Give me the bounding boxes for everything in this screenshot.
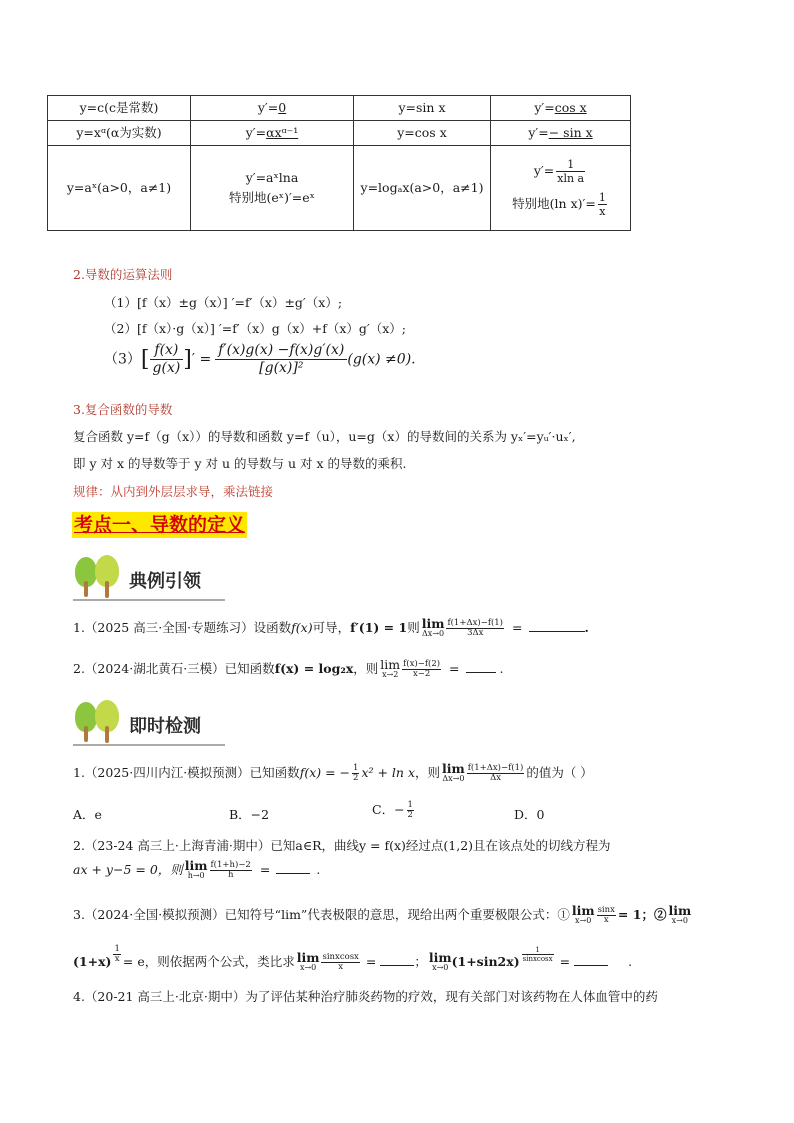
question-text: ax + y−5 = 0，则 bbox=[73, 862, 183, 877]
cell-answer: αxᵅ⁻¹ bbox=[266, 125, 299, 140]
option-label: C．− bbox=[372, 802, 405, 817]
fraction-numerator: f(x) bbox=[150, 342, 184, 360]
cell-text: y′= bbox=[245, 125, 267, 140]
cell-text: y=xᵅ(α为实数) bbox=[76, 125, 162, 140]
topic-heading: 考点一、导数的定义 bbox=[74, 514, 246, 536]
table-cell bbox=[48, 96, 191, 121]
question-text: ，则 bbox=[353, 661, 379, 676]
lim-subscript: h→0 bbox=[187, 870, 205, 880]
section-banner-examples bbox=[73, 555, 225, 601]
equals-sign: = bbox=[259, 862, 271, 877]
question-text: 1.（2025·四川内江·模拟预测）已知函数 bbox=[73, 765, 300, 780]
period: . bbox=[628, 954, 633, 970]
cell-text: y′= bbox=[528, 125, 549, 140]
fraction-numerator: sinx bbox=[597, 905, 615, 915]
section-banner-checks bbox=[73, 700, 225, 746]
fraction-denominator: sinxcosx bbox=[522, 955, 553, 963]
period: . bbox=[316, 862, 321, 877]
answer-blank[interactable] bbox=[466, 660, 496, 673]
table-cell bbox=[354, 146, 491, 231]
derivative-formula-table bbox=[47, 95, 631, 231]
period: . bbox=[584, 620, 589, 635]
answer-blank[interactable] bbox=[574, 953, 608, 966]
math-text: f(x) = log₂x bbox=[274, 661, 354, 676]
lim-subscript: x→0 bbox=[299, 962, 317, 972]
math-text: f(x) bbox=[291, 620, 313, 635]
fraction-numerator: 1 bbox=[598, 191, 606, 204]
fraction-numerator: f(x)−f(2) bbox=[403, 659, 441, 669]
question-text: = e，则依据两个公式，类比求 bbox=[122, 954, 295, 970]
table-cell bbox=[491, 96, 631, 121]
fraction-denominator: Δx bbox=[490, 773, 501, 783]
lim-subscript: Δx→0 bbox=[442, 773, 465, 783]
rule-line: （2）[f（x）·g（x）] ′=f′（x）g（x）+f（x）g′（x）; bbox=[104, 321, 407, 336]
cell-line: 特别地(eˣ)′=eˣ bbox=[229, 190, 315, 205]
fraction-denominator: x bbox=[338, 962, 344, 973]
question-text: 2.（2024·湖北黄石·三模）已知函数 bbox=[73, 661, 275, 676]
cell-answer: 0 bbox=[278, 100, 287, 115]
cell-text: y=c(c是常数) bbox=[79, 100, 159, 115]
fraction-numerator: f(1+Δx)−f(1) bbox=[447, 618, 504, 628]
rule-number: （3） bbox=[104, 351, 141, 368]
table-cell bbox=[354, 121, 491, 146]
fraction-denominator: xln a bbox=[557, 172, 585, 185]
fraction-numerator: sinxcosx bbox=[322, 952, 359, 963]
cell-text: y=sin x bbox=[398, 100, 446, 115]
table-cell bbox=[491, 121, 631, 146]
period: . bbox=[499, 661, 504, 676]
question-text: ，则 bbox=[415, 765, 441, 780]
check-question-3-line-1 bbox=[73, 902, 692, 926]
option-c[interactable] bbox=[372, 800, 416, 820]
example-question-2 bbox=[73, 656, 504, 680]
cell-answer: − sin x bbox=[548, 125, 593, 140]
lim-operator: lim bbox=[442, 760, 465, 776]
section-heading: 2.导数的运算法则 bbox=[73, 267, 173, 282]
fraction-numerator: 1 bbox=[114, 944, 120, 954]
cell-text: y=cos x bbox=[397, 125, 447, 140]
equals-sign: = bbox=[365, 954, 377, 970]
option-b[interactable]: B．−2 bbox=[229, 807, 270, 822]
banner-title: 即时检测 bbox=[129, 716, 201, 737]
fraction-denominator: x bbox=[114, 954, 120, 964]
question-text: 可导， bbox=[312, 620, 351, 635]
lim-subscript: x→2 bbox=[382, 669, 399, 679]
table-cell bbox=[191, 96, 354, 121]
table-cell bbox=[354, 96, 491, 121]
check-question-2-line-2 bbox=[73, 857, 321, 881]
equals-sign: = bbox=[559, 954, 571, 970]
lim-subscript: x→0 bbox=[432, 962, 449, 972]
fraction-numerator: f(1+Δx)−f(1) bbox=[467, 763, 524, 773]
math-text: (1+sin2x) bbox=[451, 954, 520, 970]
table-cell bbox=[48, 121, 191, 146]
question-text: 1.（2025 高三·全国·专题练习）设函数 bbox=[73, 620, 292, 635]
check-question-4-line-1: 4.（20-21 高三上·北京·期中）为了评估某种治疗肺炎药物的疗效，现有关部门对该药物在人体血管中的药 bbox=[73, 989, 658, 1004]
equals-sign: ′ = bbox=[191, 351, 212, 368]
check-question-1 bbox=[73, 760, 593, 784]
lim-operator: lim bbox=[184, 857, 208, 873]
fraction-denominator: 2 bbox=[407, 810, 413, 820]
cell-text: y′= bbox=[533, 163, 555, 178]
quotient-rule: （3）[ $\frac{f(x)}{g(x)}$ ]′ = $\frac{f'(x)g(x) -f(x)g'(x)}{\text{[g(x)]²}}$ (g(x) ≠0). bbox=[104, 342, 416, 376]
lim-subscript: x→0 bbox=[671, 915, 688, 925]
fraction-numerator: 1 bbox=[407, 800, 413, 810]
fraction-denominator: x−2 bbox=[412, 669, 431, 679]
banner-underline bbox=[73, 599, 225, 601]
answer-blank[interactable] bbox=[380, 953, 414, 966]
math-text: (1+x) bbox=[73, 954, 112, 970]
cell-text: y=logₐx(a>0，a≠1) bbox=[360, 180, 484, 195]
math-text: x² + ln x bbox=[361, 765, 415, 780]
answer-blank[interactable] bbox=[276, 861, 310, 874]
cell-answer: cos x bbox=[554, 100, 587, 115]
lim-operator: lim bbox=[428, 949, 452, 965]
fraction-denominator: 3Δx bbox=[467, 628, 484, 638]
lim-operator: lim bbox=[421, 615, 445, 631]
cell-text: 特别地(ln x)′= bbox=[512, 196, 596, 211]
fraction-denominator: x bbox=[599, 205, 606, 218]
math-text: f(x) = − bbox=[299, 765, 351, 780]
banner-underline bbox=[73, 744, 225, 746]
fraction-numerator: 1 bbox=[556, 158, 585, 172]
paragraph-line: 复合函数 y=f（g（x））的导数和函数 y=f（u），u=g（x）的导数间的关系为 yₓ′=yᵤ′·uₓ′, bbox=[73, 429, 576, 444]
lim-operator: lim bbox=[668, 902, 692, 918]
option-d[interactable]: D．0 bbox=[514, 807, 545, 822]
condition-text: (g(x) ≠0). bbox=[347, 351, 416, 368]
answer-blank[interactable] bbox=[529, 619, 585, 632]
cell-line: y′=aˣlna bbox=[245, 170, 299, 185]
section-heading: 3.复合函数的导数 bbox=[73, 402, 173, 417]
fraction-denominator: [g(x)]² bbox=[259, 360, 304, 376]
cell-text: y=aˣ(a>0，a≠1) bbox=[66, 180, 172, 195]
fraction-numerator: 1 bbox=[522, 946, 554, 955]
question-text: 的值为（ ） bbox=[526, 765, 593, 780]
lim-subscript: x→0 bbox=[575, 915, 592, 925]
math-text: f′(1) = 1 bbox=[350, 620, 408, 635]
check-question-3-line-2 bbox=[73, 945, 632, 973]
cell-line bbox=[493, 191, 628, 218]
banner-title: 典例引领 bbox=[129, 571, 201, 592]
question-text: 则 bbox=[407, 620, 420, 635]
check-question-2-line-1: 2.（23-24 高三上·上海青浦·期中）已知a∈R，曲线y = f(x)经过点(1,2)且在该点处的切线方程为 bbox=[73, 838, 611, 853]
rule-note: 规律：从内到外层层求导，乘法链接 bbox=[73, 484, 274, 499]
table-row bbox=[48, 96, 631, 121]
table-cell bbox=[191, 121, 354, 146]
example-question-1 bbox=[73, 615, 589, 639]
cell-text: y′= bbox=[257, 100, 279, 115]
fraction-denominator: x bbox=[603, 915, 609, 925]
lim-operator: lim bbox=[571, 902, 595, 918]
fraction-numerator: 1 bbox=[353, 763, 359, 773]
cell-line bbox=[493, 158, 628, 185]
equals-sign: = bbox=[449, 661, 460, 676]
fraction-denominator: h bbox=[227, 870, 234, 880]
table-cell bbox=[491, 146, 631, 231]
equation-text: = 1；② bbox=[617, 907, 667, 922]
fraction-denominator: 2 bbox=[353, 773, 359, 783]
paragraph-line: 即 y 对 x 的导数等于 y 对 u 的导数与 u 对 x 的导数的乘积. bbox=[73, 456, 407, 471]
lim-subscript: Δx→0 bbox=[422, 628, 445, 638]
separator: ； bbox=[414, 954, 427, 970]
table-cell bbox=[48, 146, 191, 231]
rule-line: （1）[f（x）±g（x）] ′=f′（x）±g′（x）; bbox=[104, 295, 343, 310]
equals-sign: = bbox=[512, 620, 523, 635]
option-a[interactable]: A．e bbox=[73, 807, 102, 822]
cell-text: y′= bbox=[534, 100, 555, 115]
table-row bbox=[48, 146, 631, 231]
lim-operator: lim bbox=[380, 656, 401, 672]
fraction-numerator: f(1+h)−2 bbox=[210, 860, 251, 870]
question-text: 3.（2024·全国·模拟预测）已知符号“lim”代表极限的意思，现给出两个重要极限公式：① bbox=[73, 907, 570, 922]
lim-operator: lim bbox=[296, 949, 320, 965]
table-row bbox=[48, 121, 631, 146]
table-cell bbox=[191, 146, 354, 231]
fraction-denominator: g(x) bbox=[152, 360, 181, 376]
fraction-numerator: f′(x)g(x) −f(x)g′(x) bbox=[215, 342, 347, 360]
